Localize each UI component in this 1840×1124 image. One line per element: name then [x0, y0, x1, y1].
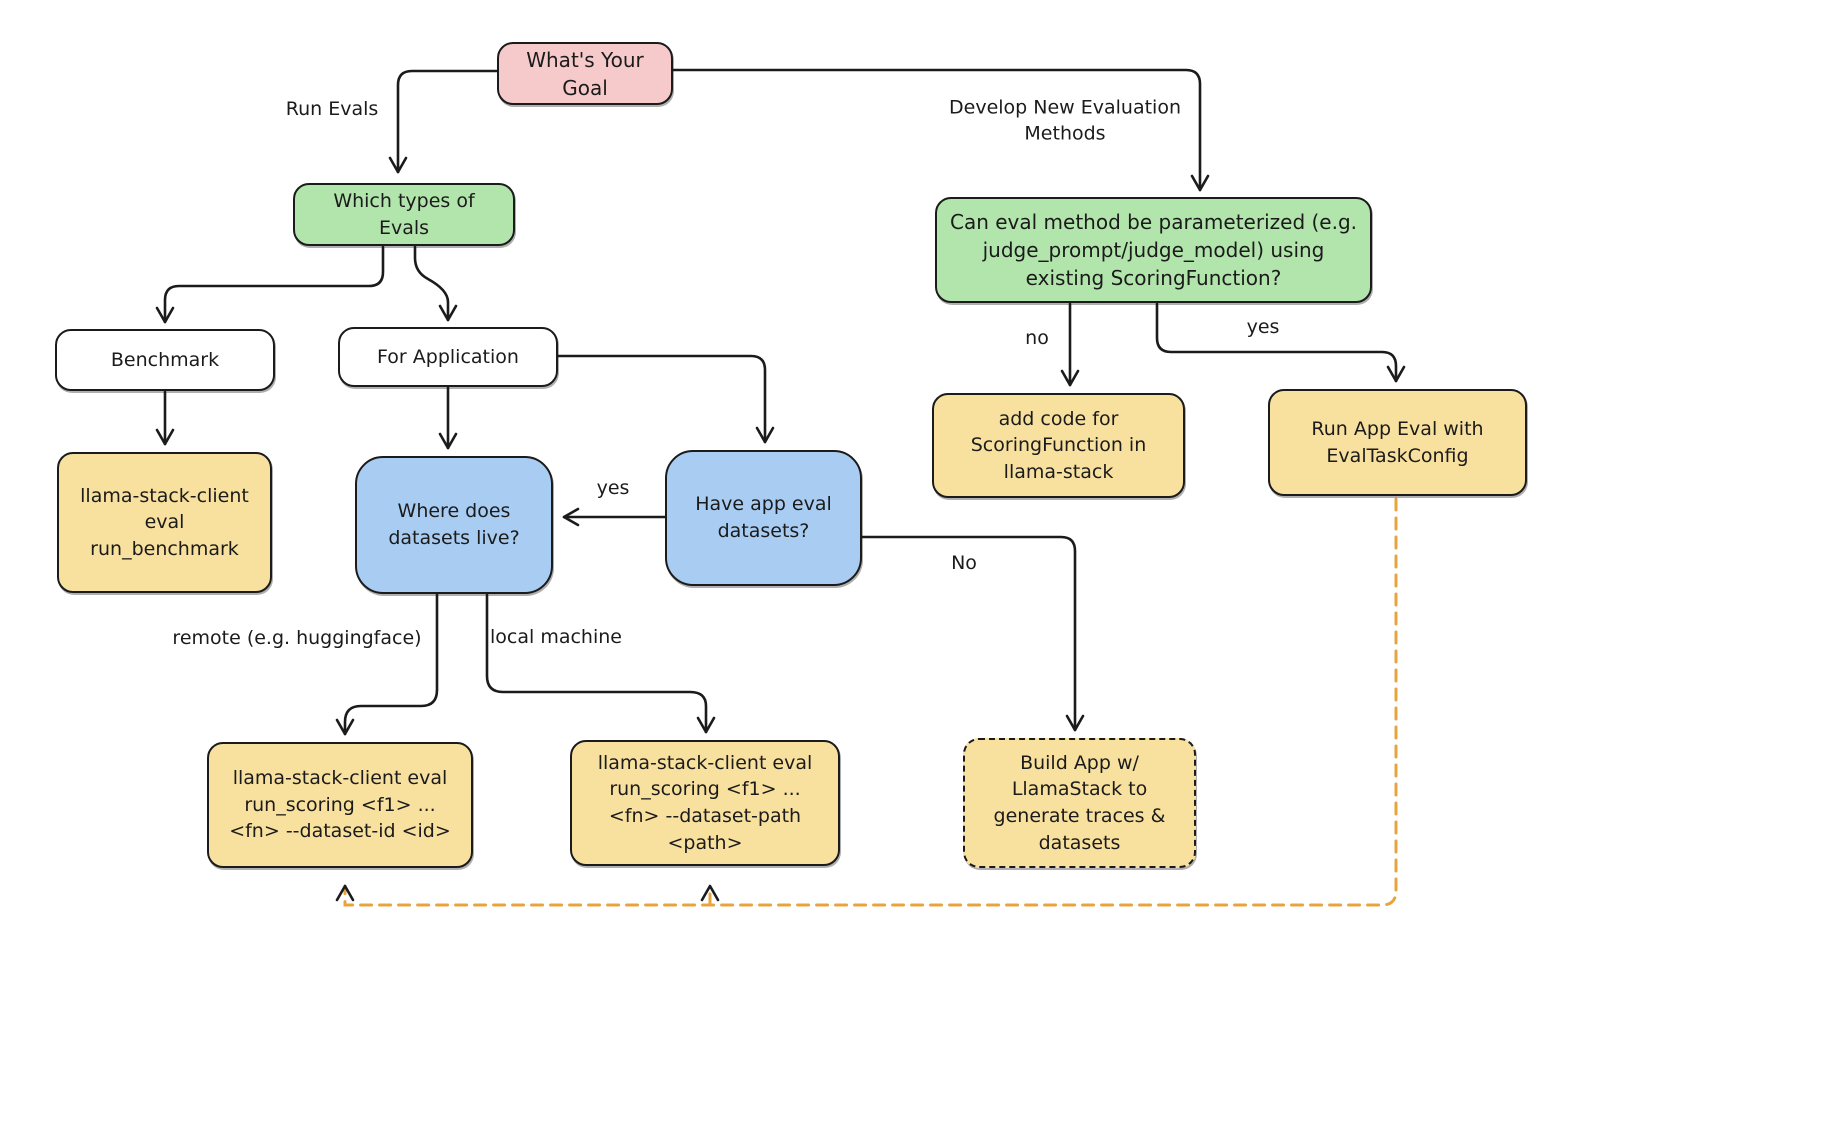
node-whats-your-goal-label: What's Your Goal [526, 47, 644, 100]
node-which-types-of-evals-label: Which types of Evals [333, 189, 475, 239]
node-whats-your-goal [497, 42, 673, 105]
edge-where-datasets-remote-to-run-scoring-id [345, 595, 437, 734]
edge-for-application-to-have-datasets [558, 356, 765, 442]
node-run-app-eval-evaltaskconfig-label: Run App Eval with EvalTaskConfig [1311, 417, 1484, 467]
node-for-application-label: For Application [377, 345, 519, 368]
node-where-does-datasets-live-label: Where does datasets live? [388, 500, 520, 549]
edge-label-remote-huggingface: remote (e.g. huggingface) [172, 627, 422, 650]
edge-label-no-right: no [1025, 327, 1049, 350]
edge-goal-to-which-types [398, 71, 500, 172]
edge-label-run-evals: Run Evals [285, 98, 379, 121]
node-run-benchmark-command-label: llama-stack-client eval run_benchmark [80, 484, 249, 560]
node-run-scoring-dataset-id [207, 742, 473, 868]
edge-which-types-to-benchmark [165, 247, 383, 322]
edge-label-yes-mid: yes [596, 477, 630, 500]
node-add-code-scoringfunction [932, 393, 1185, 498]
edge-label-develop-new-evaluation-methods: Develop New Evaluation Methods [949, 96, 1181, 144]
node-build-app-llamastack-label: Build App w/ LlamaStack to generate traces & datasets [993, 751, 1166, 854]
node-run-scoring-dataset-id-label: llama-stack-client eval run_scoring <f1> ... <fn> --dataset-id <id> [229, 767, 451, 843]
node-benchmark [55, 329, 275, 391]
edge-which-types-to-for-application [415, 247, 448, 320]
node-have-app-eval-datasets-label: Have app eval datasets? [695, 493, 832, 542]
node-which-types-of-evals [293, 183, 515, 246]
node-can-eval-parameterized-label: Can eval method be parameterized (e.g. judge_prompt/judge_model) using existing ScoringFunction? [949, 210, 1358, 290]
node-run-scoring-dataset-path [570, 740, 840, 866]
node-run-benchmark-command [57, 452, 272, 593]
node-build-app-llamastack [963, 738, 1196, 868]
node-can-eval-parameterized [935, 197, 1372, 303]
edge-label-no-mid: No [951, 552, 977, 575]
node-add-code-scoringfunction-label: add code for ScoringFunction in llama-stack [970, 407, 1147, 483]
node-have-app-eval-datasets [665, 450, 862, 586]
node-benchmark-label: Benchmark [110, 348, 220, 371]
node-run-scoring-dataset-path-label: llama-stack-client eval run_scoring <f1> ... <fn> --dataset-path <path> [597, 751, 813, 854]
node-where-does-datasets-live [355, 456, 553, 594]
edge-label-yes-right: yes [1246, 316, 1280, 339]
edge-label-local-machine: local machine [490, 626, 622, 649]
edge-where-datasets-local-to-run-scoring-path [487, 595, 706, 732]
node-for-application [338, 327, 558, 387]
node-run-app-eval-evaltaskconfig [1268, 389, 1527, 496]
